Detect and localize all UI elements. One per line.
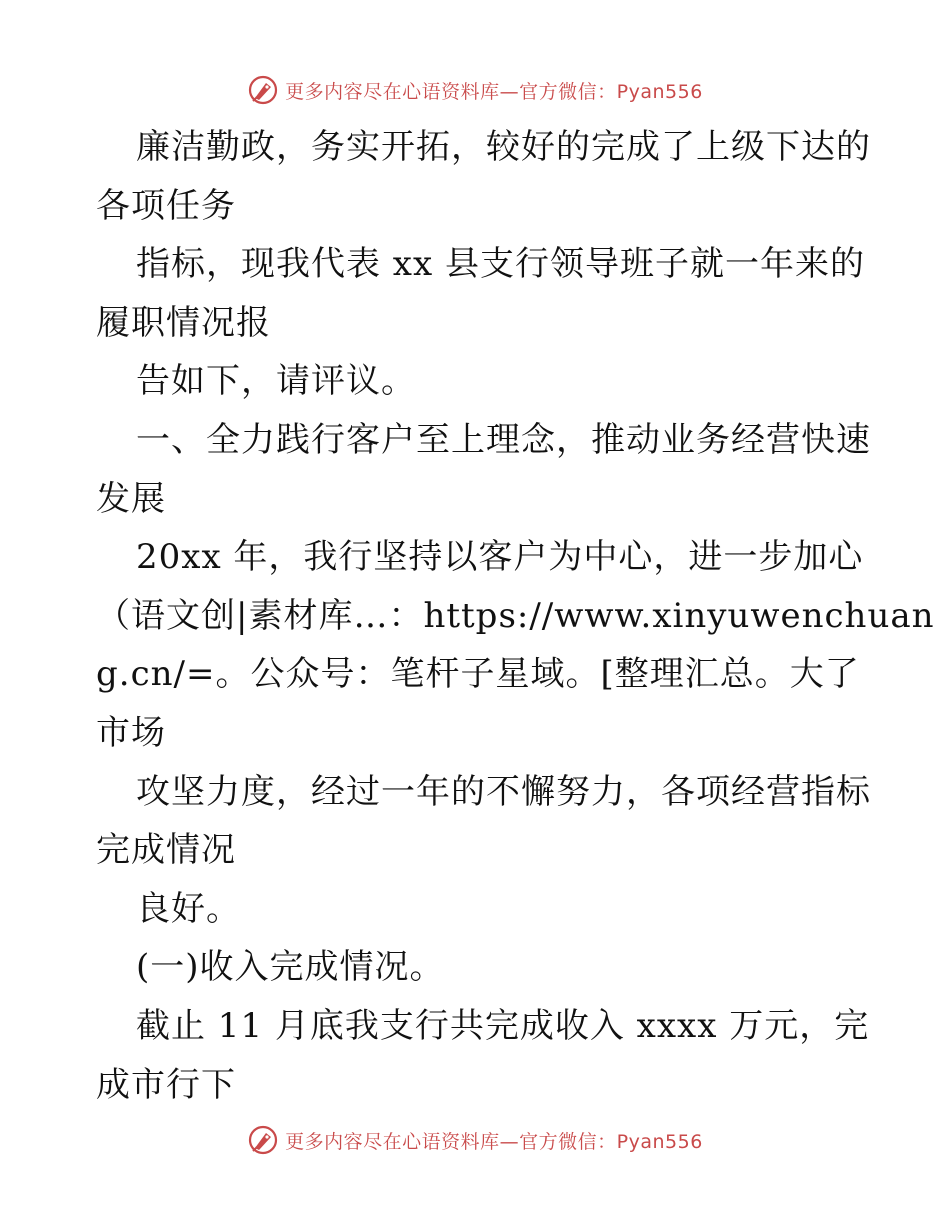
body-line: 完成情况 bbox=[96, 830, 236, 871]
body-line: g.cn/=。公众号：笔杆子星域。[整理汇总。大了 bbox=[96, 654, 860, 695]
section-heading-continued: 发展 bbox=[96, 478, 166, 519]
body-line: （语文创|素材库…：https://www.xinyuwenchuan bbox=[96, 595, 935, 636]
body-line: 各项任务 bbox=[96, 185, 236, 226]
body-line: 市场 bbox=[96, 712, 166, 753]
body-line: 告如下，请评议。 bbox=[136, 361, 416, 402]
body-line: 指标，现我代表 xx 县支行领导班子就一年来的 bbox=[136, 244, 865, 285]
subsection-heading: (一)收入完成情况。 bbox=[136, 947, 445, 988]
body-line: 20xx 年，我行坚持以客户为中心，进一步加心 bbox=[136, 537, 864, 578]
pen-nib-logo-icon bbox=[247, 74, 279, 106]
footer-banner bbox=[0, 1122, 950, 1158]
body-line: 良好。 bbox=[136, 888, 241, 929]
header-banner-text: 更多内容尽在心语资料库—官方微信：Pyan556 bbox=[285, 80, 703, 103]
body-line: 履职情况报 bbox=[96, 302, 271, 343]
footer-banner-text: 更多内容尽在心语资料库—官方微信：Pyan556 bbox=[285, 1130, 703, 1153]
body-line: 成市行下 bbox=[96, 1064, 236, 1105]
body-line: 廉洁勤政，务实开拓，较好的完成了上级下达的 bbox=[136, 127, 871, 167]
body-line: 攻坚力度，经过一年的不懈努力，各项经营指标 bbox=[136, 771, 871, 812]
body-line: 截止 11 月底我支行共完成收入 xxxx 万元，完 bbox=[136, 1005, 870, 1046]
section-heading: 一、全力践行客户至上理念，推动业务经营快速 bbox=[136, 419, 871, 460]
header-banner bbox=[0, 72, 950, 108]
document-body bbox=[96, 118, 935, 1114]
pen-nib-logo-icon bbox=[247, 1124, 279, 1156]
